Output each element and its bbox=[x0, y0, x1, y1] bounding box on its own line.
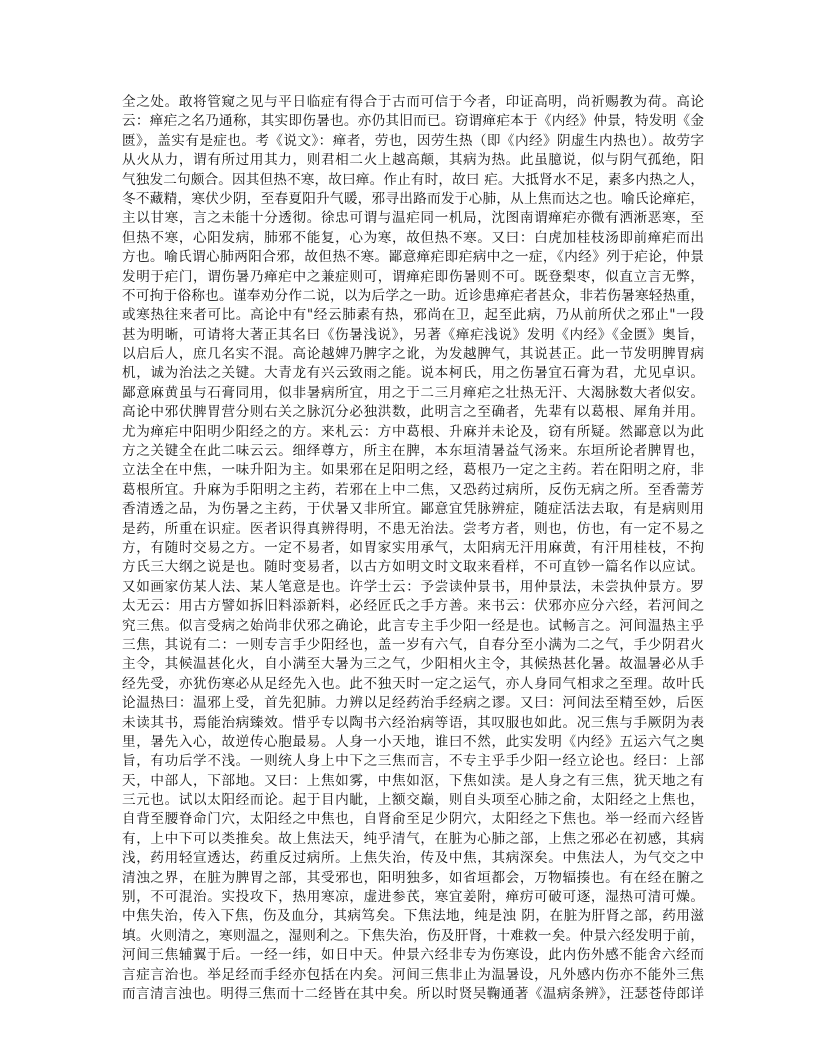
text-line: 又如画家仿某人法、某人笔意是也。许学士云：予尝读仲景书，用仲景法，未尝执仲景方。罗 bbox=[122, 578, 704, 595]
text-line: 方也。喻氏谓心肺两阳合邪，故但热不寒。鄙意瘅疟即疟病中之一症，《内经》列于疟论，仲景 bbox=[122, 249, 704, 266]
text-line: 清浊之界，在脏为脾胃之部，其受邪也，阳明独多，如省垣都会，万物辐揍也。有在经在腑之 bbox=[122, 869, 704, 886]
text-line: 自背至腰脊命门穴，太阳经之中焦也，自肾俞至足少阴穴，太阳经之下焦也。举一经而六经皆 bbox=[122, 811, 704, 828]
text-line: 机，诚为治法之关键。大青龙有兴云致雨之能。说本柯氏，用之伤暑宜石膏为君，尤见卓识。 bbox=[122, 365, 704, 382]
text-line: 天，中部人，下部地。又曰：上焦如雾，中焦如沤，下焦如渎。是人身之有三焦，犹天地之有 bbox=[122, 772, 704, 789]
text-line: 三元也。试以太阳经而论。起于目内眦，上额交巅，则自头项至心肺之俞，太阳经之上焦也， bbox=[122, 792, 704, 809]
text-line: 发明于疟门，谓伤暑乃瘅疟中之兼症则可，谓瘅疟即伤暑则不可。既登梨枣，似直立言无弊， bbox=[122, 268, 704, 285]
text-line: 冬不藏精，寒伏少阴，至春夏阳升气暖，邪寻出路而发于心肺，从上焦而达之也。喻氏论瘅疟， bbox=[122, 190, 704, 207]
text-line: 经先受，亦犹伤寒必从足经先入也。此不独天时一定之运气，亦人身同气相求之至理。故叶氏 bbox=[122, 675, 704, 692]
text-line: 鄙意麻黄虽与石膏同用，似非暑病所宜，用之于二三月瘅疟之壮热无汗、大渴脉数大者似安。 bbox=[122, 384, 704, 401]
text-line: 填。火则清之，寒则温之，湿则利之。下焦失治，伤及肝肾，十难救一矣。仲景六经发明于前， bbox=[122, 927, 704, 944]
text-line: 三焦，其说有二：一则专言手少阳经也，盖一岁有六气，自春分至小满为二之气，手少阴君火 bbox=[122, 636, 704, 653]
document-body bbox=[122, 93, 704, 1004]
text-line: 而言清言浊也。明得三焦而十二经皆在其中矣。所以时贤吴鞠通著《温病条辨》，汪瑟苍侍郎详 bbox=[122, 985, 704, 1002]
text-line: 以启后人，庶几名实不混。高论越婢乃脾字之讹，为发越脾气，其说甚正。此一节发明脾胃病 bbox=[122, 346, 704, 363]
text-line: 河间三焦辅翼于后。一经一纬，如日中天。仲景六经非专为伤寒设，此内伤外感不能舍六经而 bbox=[122, 947, 704, 964]
text-line: 气独发二句颇合。因其但热不寒，故曰瘅。作止有时，故曰 疟。大抵肾水不足，素多内热之人， bbox=[122, 171, 704, 188]
text-line: 论温热曰：温邪上受，首先犯肺。力辨以足经药治手经病之谬。又曰：河间法至精至妙，后医 bbox=[122, 695, 704, 712]
text-line: 甚为明晰，可请将大著正其名曰《伤暑浅说》，另著《瘅疟浅说》发明《内经》《金匮》奥旨， bbox=[122, 326, 704, 343]
text-line: 未读其书，焉能治病臻效。惜乎专以陶书六经治病等语，其叹服也如此。况三焦与手厥阴为表 bbox=[122, 714, 704, 731]
text-line: 里，暑先入心，故逆传心胞最易。人身一小天地，谁曰不然，此实发明《内经》五运六气之奥 bbox=[122, 733, 704, 750]
text-line: 中焦失治，传入下焦，伤及血分，其病笃矣。下焦法地，纯是浊 阴，在脏为肝肾之部，药用滋 bbox=[122, 908, 704, 925]
text-line: 云：瘅疟之名乃通称，其实即伤暑也。亦仍其旧而已。窃谓瘅疟本于《内经》仲景，特发明《金 bbox=[122, 113, 704, 130]
text-line: 高论中邪伏脾胃营分则右关之脉沉分必独洪数，此明言之至确者，先辈有以葛根、犀角并用。 bbox=[122, 404, 704, 421]
text-line: 葛根所宜。升麻为手阳明之主药，若邪在上中二焦，又恐药过病所，反伤无病之所。至香薷芳 bbox=[122, 481, 704, 498]
text-line: 但热不寒，心阳发病，肺邪不能复，心为寒，故但热不寒。又曰：白虎加桂枝汤即前瘅疟而出 bbox=[122, 229, 704, 246]
text-line: 匮》，盖实有是症也。考《说文》：瘅者，劳也，因劳生热（即《内经》阴虚生内热也）。故劳字 bbox=[122, 132, 704, 149]
text-line: 太无云：用古方譬如拆旧料添新料，必经匠氏之手方善。来书云：伏邪亦应分六经，若河间之 bbox=[122, 598, 704, 615]
text-line: 从火从力，谓有所过用其力，则君相二火上越高颠，其病为热。此虽臆说，似与阴气孤绝，阳 bbox=[122, 152, 704, 169]
text-line: 尤为瘅疟中阳明少阳经之的方。来札云：方中葛根、升麻并未论及，窃有所疑。然鄙意以为此 bbox=[122, 423, 704, 440]
text-line: 究三焦。似言受病之始尚非伏邪之确论，此言专主手少阳一经是也。试畅言之。河间温热主乎 bbox=[122, 617, 704, 634]
text-line: 浅，药用轻宣透达，药重反过病所。上焦失治，传及中焦，其病深矣。中焦法人，为气交之中 bbox=[122, 850, 704, 867]
text-line: 别，不可混治。实投攻下，热用寒凉，虚进参芪，寒宜姜附，瘅疠可破可逐，湿热可清可燥。 bbox=[122, 889, 704, 906]
text-line: 方之关键全在此二味云云。细绎尊方，所主在脾，本东垣清暑益气汤来。东垣所论者脾胃也， bbox=[122, 443, 704, 460]
text-line: 主令，其候温甚化火，自小满至大暑为三之气，少阳相火主令，其候热甚化暑。故温暑必从手 bbox=[122, 656, 704, 673]
text-line: 不可拘于俗称也。谨奉劝分作二说，以为后学之一助。近诊患瘅疟者甚众，非若伤暑寒轻热重， bbox=[122, 287, 704, 304]
text-line: 主以甘寒，言之未能十分透彻。徐忠可谓与温疟同一机局，沈图南谓瘅疟亦微有洒淅恶寒，至 bbox=[122, 210, 704, 227]
text-line: 或寒热往来者可比。高论中有"经云肺素有热，邪尚在卫，起至此病，乃从前所伏之邪止"一段 bbox=[122, 307, 704, 324]
text-line: 全之处。敢将管窥之见与平日临症有得合于古而可信于今者，印证高明，尚祈赐教为荷。高论 bbox=[122, 94, 704, 110]
text-line: 言症言治也。举足经而手经亦包括在内矣。河间三焦非止为温暑设，凡外感内伤亦不能外三焦 bbox=[122, 966, 704, 983]
text-line: 方氏三大纲之说是也。随时变易者，以古方如明文时文取来看样，不可直钞一篇名作以应试。 bbox=[122, 559, 704, 576]
text-line: 香清透之品，为伤暑之主药，于伏暑又非所宜。鄙意宜凭脉辨症，随症活法去取，有是病则用 bbox=[122, 501, 704, 518]
text-line: 有，上中下可以类推矣。故上焦法天，纯乎清气，在脏为心肺之部，上焦之邪必在初感，其病 bbox=[122, 830, 704, 847]
text-line: 立法全在中焦，一味升阳为主。如果邪在足阳明之经，葛根乃一定之主药。若在阳明之府，非 bbox=[122, 462, 704, 479]
text-line: 旨，有功后学不浅。一则统人身上中下之三焦而言，不专主乎手少阳一经立论也。经曰：上部 bbox=[122, 753, 704, 770]
text-line: 方，有随时交易之方。一定不易者，如胃家实用承气，太阳病无汗用麻黄，有汗用桂枝，不拘 bbox=[122, 539, 704, 556]
text-line: 是药，所重在识症。医者识得真辨得明，不患无治法。尝考方者，则也，仿也，有一定不易之 bbox=[122, 520, 704, 537]
